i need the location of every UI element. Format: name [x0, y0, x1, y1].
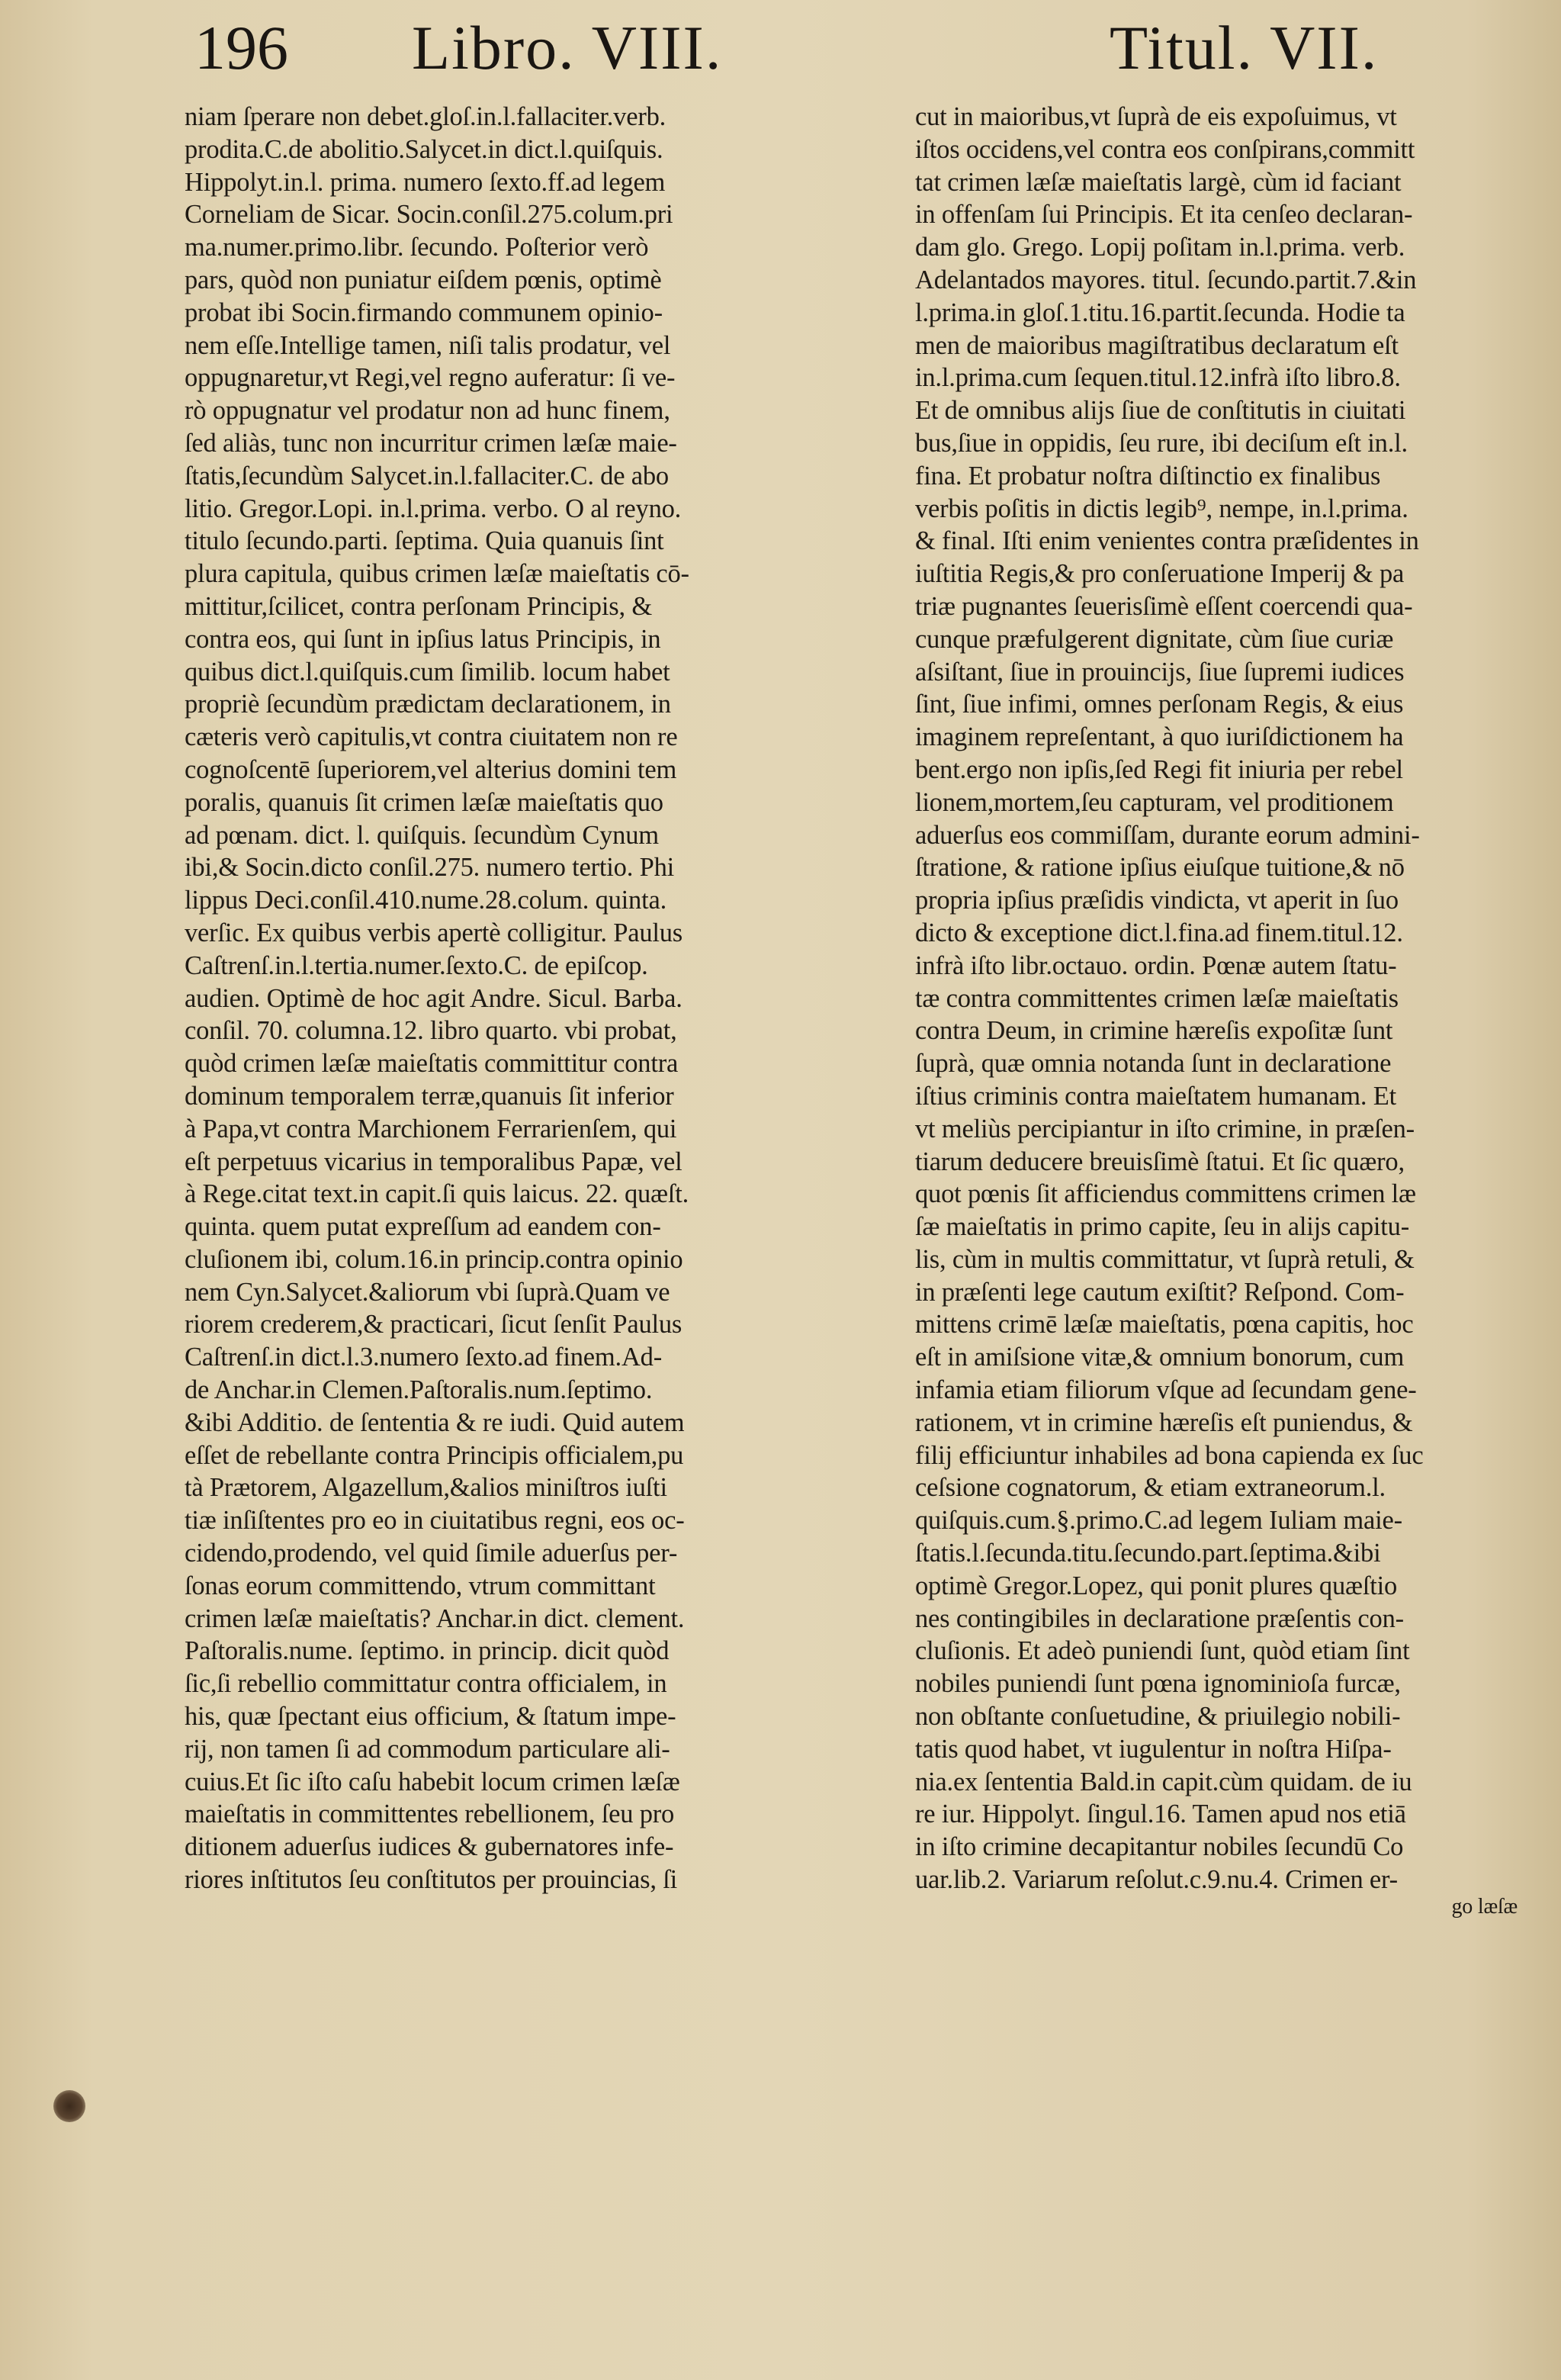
- text-line: ma.numer.primo.libr. ſecundo. Poſterior verò: [185, 233, 649, 262]
- text-line: probat ibi Socin.firmando communem opinio-: [185, 298, 663, 327]
- text-line: lionem,mortem,ſeu capturam, vel proditionem: [915, 787, 1394, 817]
- text-line: in iſto crimine decapitantur nobiles ſecundū Co: [915, 1832, 1404, 1862]
- text-line: in.l.prima.cum ſequen.titul.12.infrà iſto libro.8.: [915, 363, 1401, 393]
- text-line: in offenſam ſui Principis. Et ita cenſeo declaran-: [915, 200, 1413, 230]
- text-line: maieſtatis in committentes rebellionem, ſeu pro: [185, 1799, 675, 1829]
- text-line: ibi,& Socin.dicto conſil.275. numero tertio. Phi: [185, 853, 675, 883]
- text-line: ceſsione cognatorum, & etiam extraneorum.l.: [915, 1473, 1386, 1503]
- text-line: prodita.C.de abolitio.Salycet.in dict.l.quiſquis.: [185, 134, 663, 164]
- text-line: ſic,ſi rebellio committatur contra officialem, in: [185, 1669, 667, 1699]
- text-line: infrà iſto libr.octauo. ordin. Pœnæ autem ſtatu-: [915, 950, 1397, 980]
- text-line: nem eſſe.Intellige tamen, niſi talis prodatur, vel: [185, 330, 671, 360]
- text-line: audien. Optimè de hoc agit Andre. Sicul. Barba.: [185, 983, 683, 1013]
- text-line: à Papa,vt contra Marchionem Ferrarienſem, qui: [185, 1114, 677, 1143]
- running-head-book: Libro. VIII.: [412, 13, 723, 82]
- ink-stain: [53, 2090, 85, 2122]
- text-line: cluſionem ibi, colum.16.in princip.contra opinio: [185, 1244, 683, 1274]
- text-line: iſtos occidens,vel contra eos conſpirans,committ: [915, 134, 1415, 164]
- text-line: riorem crederem,& practicari, ſicut ſenſit Paulus: [185, 1310, 683, 1340]
- text-line: conſil. 70. columna.12. libro quarto. vbi probat,: [185, 1016, 677, 1046]
- text-line: cognoſcentē ſuperiorem,vel alterius domini tem: [185, 754, 677, 784]
- text-line: aſsiſtant, ſiue in prouincijs, ſiue ſupremi iudices: [915, 657, 1405, 687]
- text-line: iuſtitia Regis,& pro conſeruatione Imperij & pa: [915, 559, 1405, 589]
- text-line: tat crimen læſæ maieſtatis largè, cùm id faciant: [915, 167, 1402, 197]
- text-line: tiæ inſiſtentes pro eo in ciuitatibus regni, eos oc-: [185, 1506, 685, 1536]
- text-line: infamia etiam filiorum vſque ad ſecundam gene-: [915, 1375, 1417, 1405]
- text-line: lippus Deci.conſil.410.nume.28.colum. quinta.: [185, 886, 667, 915]
- text-line: oppugnaretur,vt Regi,vel regno auferatur: ſi ve-: [185, 363, 676, 393]
- text-line: Caſtrenſ.in.l.tertia.numer.ſexto.C. de epiſcop.: [185, 950, 648, 980]
- text-line: titulo ſecundo.parti. ſeptima. Quia quanuis ſint: [185, 526, 664, 556]
- text-line: eſſet de rebellante contra Principis officialem,pu: [185, 1440, 684, 1470]
- page-number: 196: [194, 13, 288, 82]
- text-line: nobiles puniendi ſunt pœna ignominioſa furcæ,: [915, 1669, 1401, 1699]
- text-line: de Anchar.in Clemen.Paſtoralis.num.ſeptimo.: [185, 1375, 653, 1405]
- right-text-column: [915, 101, 1548, 1929]
- text-line: dominum temporalem terræ,quanuis ſit inferior: [185, 1081, 674, 1111]
- text-line: bus,ſiue in oppidis, ſeu rure, ibi deciſum eſt in.l.: [915, 428, 1408, 458]
- text-line: dam glo. Grego. Lopij poſitam in.l.prima. verb.: [915, 233, 1405, 262]
- text-line: men de maioribus magiſtratibus declaratum eſt: [915, 330, 1399, 360]
- text-line: lis, cùm in multis committatur, vt ſuprà retuli, &: [915, 1244, 1415, 1274]
- text-line: nia.ex ſententia Bald.in capit.cùm quidam. de iu: [915, 1767, 1412, 1796]
- text-line: Paſtoralis.nume. ſeptimo. in princip. dicit quòd: [185, 1636, 670, 1666]
- text-line: &ibi Additio. de ſententia & re iudi. Quid autem: [185, 1407, 685, 1437]
- text-line: tæ contra committentes crimen læſæ maieſtatis: [915, 983, 1399, 1013]
- text-line: vt meliùs percipiantur in iſto crimine, in præſen-: [915, 1114, 1415, 1143]
- text-line: riores inſtitutos ſeu conſtitutos per prouincias, ſi: [185, 1865, 677, 1895]
- text-line: cidendo,prodendo, vel quid ſimile aduerſus per-: [185, 1539, 678, 1568]
- text-line: Caſtrenſ.in dict.l.3.numero ſexto.ad finem.Ad-: [185, 1343, 663, 1372]
- text-line: ſtatis,ſecundùm Salycet.in.l.fallaciter.C. de abo: [185, 461, 669, 490]
- text-line: ſed aliàs, tunc non incurritur crimen læſæ maie-: [185, 428, 677, 458]
- text-line: ſonas eorum committendo, vtrum committant: [185, 1571, 656, 1600]
- text-line: nem Cyn.Salycet.&aliorum vbi ſuprà.Quam ve: [185, 1277, 670, 1307]
- text-line: ſint, ſiue infimi, omnes perſonam Regis, & eius: [915, 690, 1404, 719]
- text-line: imaginem repreſentant, à quo iuriſdictionem ha: [915, 722, 1404, 752]
- text-line: ad pœnam. dict. l. quiſquis. ſecundùm Cynum: [185, 820, 659, 850]
- left-text-column: [185, 101, 871, 1896]
- text-line: Adelantados mayores. titul. ſecundo.partit.7.&in: [915, 265, 1417, 294]
- text-line: mittitur,ſcilicet, contra perſonam Principis, &: [185, 591, 652, 621]
- text-line: quiſquis.cum.§.primo.C.ad legem Iuliam maie-: [915, 1506, 1402, 1536]
- text-line: propriè ſecundùm prædictam declarationem, in: [185, 690, 671, 719]
- page-header: [0, 14, 1561, 82]
- text-line: re iur. Hippolyt. ſingul.16. Tamen apud nos etiā: [915, 1799, 1406, 1829]
- text-line: iſtius criminis contra maieſtatem humanam. Et: [915, 1081, 1397, 1111]
- text-line: fina. Et probatur noſtra diſtinctio ex finalibus: [915, 461, 1381, 490]
- text-line: Et de omnibus alijs ſiue de conſtitutis in ciuitati: [915, 396, 1406, 426]
- text-line: bent.ergo non ipſis,ſed Regi fit iniuria per rebel: [915, 754, 1403, 784]
- text-line: quinta. quem putat expreſſum ad eandem con-: [185, 1212, 661, 1242]
- text-line: pars, quòd non puniatur eiſdem pœnis, optimè: [185, 265, 662, 294]
- text-line: ſtratione, & ratione ipſius eiuſque tuitione,& nō: [915, 853, 1405, 883]
- text-line: cuius.Et ſic iſto caſu habebit locum crimen læſæ: [185, 1767, 680, 1796]
- text-line: triæ pugnantes ſeuerisſimè eſſent coercendi qua-: [915, 591, 1413, 621]
- text-line: plura capitula, quibus crimen læſæ maieſtatis cō-: [185, 559, 689, 589]
- catchword: go læſæ: [1451, 1894, 1518, 1918]
- text-line: non obſtante conſuetudine, & priuilegio nobili-: [915, 1702, 1401, 1732]
- text-line: eſt in amiſsione vitæ,& omnium bonorum, cum: [915, 1343, 1405, 1372]
- text-line: filij efficiuntur inhabiles ad bona capienda ex ſuc: [915, 1440, 1424, 1470]
- text-line: nes contingibiles in declaratione præſentis con-: [915, 1603, 1404, 1633]
- text-line: contra eos, qui ſunt in ipſius latus Principis, in: [185, 624, 661, 654]
- text-line: tà Prætorem, Algazellum,&alios miniſtros iuſti: [185, 1473, 667, 1503]
- text-line: à Rege.citat text.in capit.ſi quis laicus. 22. quæſt.: [185, 1179, 689, 1209]
- text-line: dicto & exceptione dict.l.fina.ad finem.titul.12.: [915, 918, 1403, 947]
- text-line: quibus dict.l.quiſquis.cum ſimilib. locum habet: [185, 657, 670, 687]
- text-line: Corneliam de Sicar. Socin.conſil.275.colum.pri: [185, 200, 673, 230]
- text-line: rationem, vt in crimine hæreſis eſt puniendus, &: [915, 1407, 1413, 1437]
- text-line: tiarum deducere breuisſimè ſtatui. Et ſic quæro,: [915, 1147, 1405, 1176]
- text-line: Hippolyt.in.l. prima. numero ſexto.ff.ad legem: [185, 167, 666, 197]
- text-line: & final. Iſti enim venientes contra præſidentes in: [915, 526, 1419, 556]
- text-line: ſæ maieſtatis in primo capite, ſeu in alijs capitu-: [915, 1212, 1410, 1242]
- text-line: cunque præfulgerent dignitate, cùm ſiue curiæ: [915, 624, 1394, 654]
- text-line: cut in maioribus,vt ſuprà de eis expoſuimus, vt: [915, 102, 1397, 131]
- text-line: cluſionis. Et adeò puniendi ſunt, quòd etiam ſint: [915, 1636, 1410, 1666]
- text-line: ditionem aduerſus iudices & gubernatores infe-: [185, 1832, 674, 1862]
- text-line: eſt perpetuus vicarius in temporalibus Papæ, vel: [185, 1147, 683, 1176]
- text-line: quot pœnis ſit afficiendus committens crimen læ: [915, 1179, 1416, 1209]
- text-line: cæteris verò capitulis,vt contra ciuitatem non re: [185, 722, 678, 752]
- text-line: propria ipſius præſidis vindicta, vt aperit in ſuo: [915, 886, 1399, 915]
- text-line: l.prima.in gloſ.1.titu.16.partit.ſecunda. Hodie ta: [915, 298, 1405, 327]
- text-line: his, quæ ſpectant eius officium, & ſtatum impe-: [185, 1702, 676, 1732]
- text-line: quòd crimen læſæ maieſtatis committitur contra: [185, 1049, 679, 1079]
- text-line: uar.lib.2. Variarum reſolut.c.9.nu.4. Crimen er-: [915, 1865, 1398, 1895]
- text-line: rò oppugnatur vel prodatur non ad hunc finem,: [185, 396, 670, 426]
- text-line: ſtatis.l.ſecunda.titu.ſecundo.part.ſeptima.&ibi: [915, 1539, 1381, 1568]
- text-line: poralis, quanuis ſit crimen læſæ maieſtatis quo: [185, 787, 663, 817]
- text-line: crimen læſæ maieſtatis? Anchar.in dict. clement.: [185, 1603, 685, 1633]
- text-line: optimè Gregor.Lopez, qui ponit plures quæſtio: [915, 1571, 1398, 1600]
- text-line: verſic. Ex quibus verbis apertè colligitur. Paulus: [185, 918, 683, 947]
- text-line: contra Deum, in crimine hæreſis expoſitæ ſunt: [915, 1016, 1393, 1046]
- text-line: litio. Gregor.Lopi. in.l.prima. verbo. O al reyno.: [185, 494, 682, 523]
- text-line: tatis quod habet, vt iugulentur in noſtra Hiſpa-: [915, 1734, 1392, 1764]
- text-line: in præſenti lege cautum exiſtit? Reſpond. Com-: [915, 1277, 1405, 1307]
- text-line: ſuprà, quæ omnia notanda ſunt in declaratione: [915, 1049, 1392, 1079]
- text-line: mittens crimē læſæ maieſtatis, pœna capitis, hoc: [915, 1310, 1414, 1340]
- text-line: aduerſus eos commiſſam, durante eorum admini-: [915, 820, 1420, 850]
- text-line: niam ſperare non debet.gloſ.in.l.fallaciter.verb.: [185, 102, 666, 131]
- running-head-title: Titul. VII.: [1110, 13, 1379, 82]
- text-line: verbis poſitis in dictis legib⁹, nempe, in.l.prima.: [915, 494, 1408, 523]
- text-line: rij, non tamen ſi ad commodum particulare ali-: [185, 1734, 670, 1764]
